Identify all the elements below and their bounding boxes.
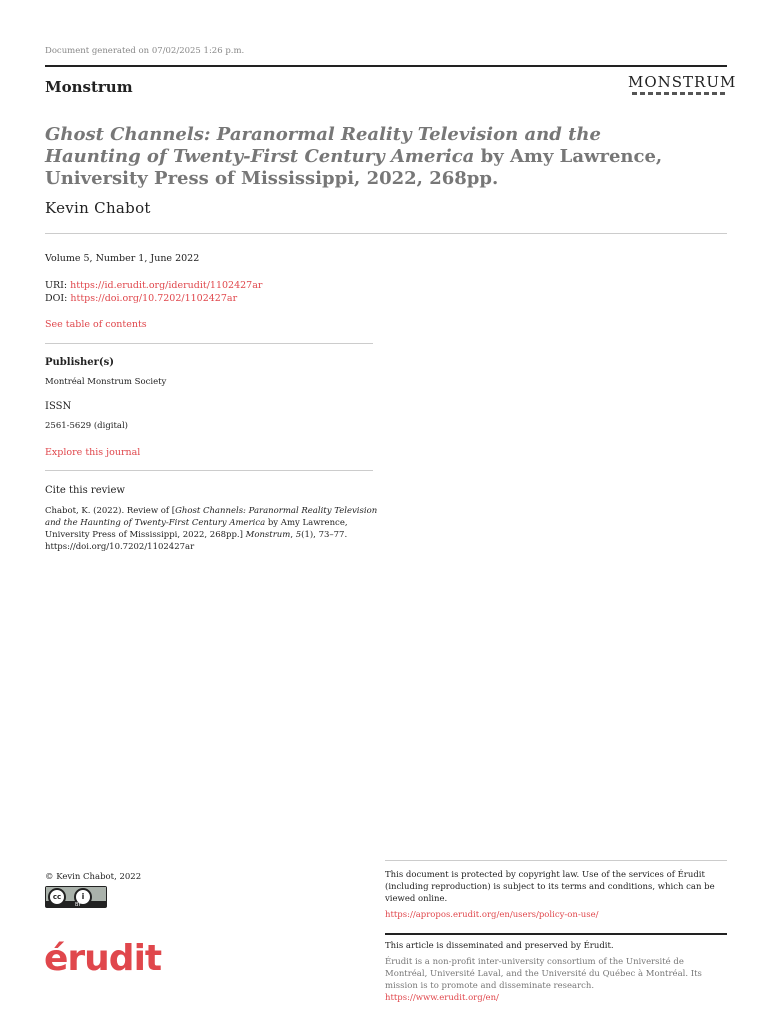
- publisher-name: Montréal Monstrum Society: [45, 377, 167, 387]
- cite-journal: Monstrum: [245, 530, 291, 540]
- copyright-notice: [385, 869, 725, 921]
- cite-part: (1), 73–77. https://doi.org/10.7202/1102427ar: [45, 530, 348, 552]
- disseminated-text: This article is disseminated and preserved by Érudit.: [385, 941, 614, 951]
- title-rest: by Amy Lawrence, University Press of Mississippi, 2022, 268pp.: [45, 146, 663, 189]
- by-label: BY: [75, 902, 82, 908]
- publisher-header: Publisher(s): [45, 357, 115, 368]
- issn-header: ISSN: [45, 401, 72, 412]
- policy-link[interactable]: https://apropos.erudit.org/en/users/policy-on-use/: [385, 910, 599, 920]
- journal-name: Monstrum: [45, 78, 133, 96]
- uri-link[interactable]: https://id.erudit.org/iderudit/1102427ar: [70, 280, 263, 291]
- issn-value: 2561-5629 (digital): [45, 421, 128, 431]
- volume-info: Volume 5, Number 1, June 2022: [45, 253, 200, 264]
- uri-label: URI:: [45, 280, 71, 291]
- divider: [45, 233, 727, 234]
- title-book: Ghost Channels: Paranormal Reality Television and the Haunting of Twenty-First Century America: [45, 124, 601, 167]
- explore-journal-link[interactable]: Explore this journal: [45, 447, 141, 458]
- cite-volume: 5: [295, 530, 302, 540]
- cc-icon: cc: [48, 888, 66, 906]
- footer-rule: [385, 933, 727, 935]
- top-rule: [45, 65, 727, 67]
- erudit-logo: érudit: [44, 938, 162, 979]
- article-title: [45, 124, 685, 190]
- journal-logo-subline: [632, 92, 728, 95]
- consortium-description: Érudit is a non-profit inter-university consortium of the Université de Montréal, Université Laval, and the Université du Québec à Montréal. Its mission is to promote and disseminate research.: [385, 957, 702, 991]
- copyright: © Kevin Chabot, 2022: [45, 872, 142, 882]
- doi-label: DOI:: [45, 293, 71, 304]
- journal-logo: MONSTRUM: [628, 73, 737, 91]
- divider: [45, 470, 373, 471]
- cite-book-title: Ghost Channels: Paranormal Reality Television and the Haunting of Twenty-First Century America: [45, 506, 378, 528]
- generated-date: Document generated on 07/02/2025 1:26 p.m.: [45, 46, 245, 56]
- citation: [45, 505, 380, 553]
- cite-header: Cite this review: [45, 485, 125, 496]
- cite-part: by Amy Lawrence, University Press of Mississippi, 2022, 268pp.]: [45, 518, 348, 540]
- author: Kevin Chabot: [45, 199, 151, 217]
- doi-link[interactable]: https://doi.org/10.7202/1102427ar: [70, 293, 238, 304]
- divider: [45, 343, 373, 344]
- cite-part: Chabot, K. (2022). Review of [: [45, 506, 176, 516]
- consortium-text: [385, 956, 725, 1004]
- table-of-contents-link[interactable]: See table of contents: [45, 319, 147, 330]
- erudit-link[interactable]: https://www.erudit.org/en/: [385, 993, 499, 1003]
- identifiers: [45, 279, 262, 305]
- footer-divider: [385, 860, 727, 861]
- attribution-icon: i: [74, 888, 92, 906]
- cc-by-license-icon[interactable]: [45, 886, 107, 908]
- cite-part: ,: [290, 530, 296, 540]
- protected-text: This document is protected by copyright law. Use of the services of Érudit (including reproduction) is subject to its terms and conditions, which can be viewed online.: [385, 870, 715, 904]
